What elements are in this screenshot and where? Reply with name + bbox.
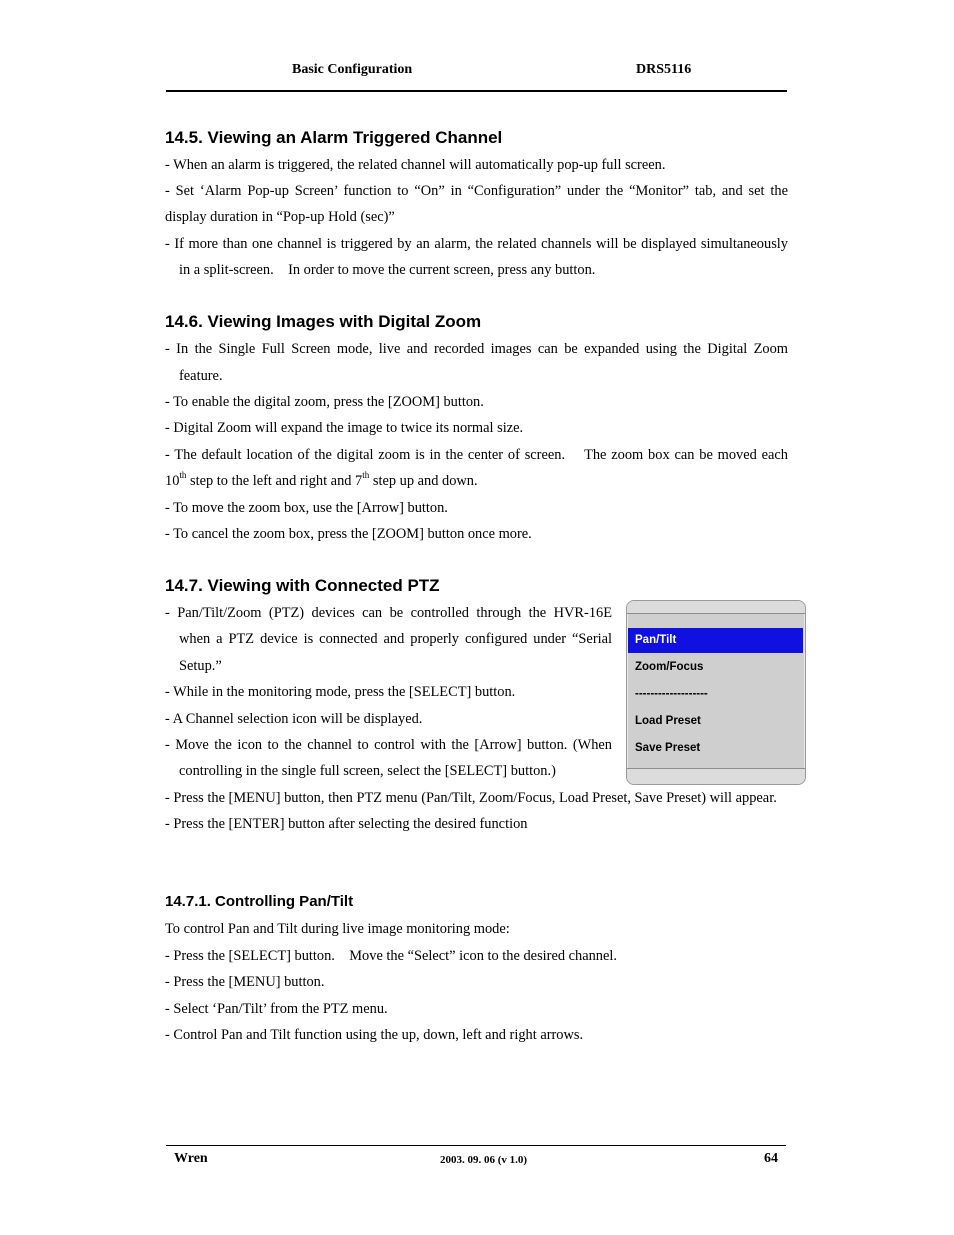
footer-page-number: 64 xyxy=(764,1151,778,1166)
ptz-menu-bottom-bar xyxy=(627,768,805,785)
paragraph-line: - When an alarm is triggered, the related channel will automatically pop-up full screen. xyxy=(165,157,666,173)
paragraph-line: To control Pan and Tilt during live image monitoring mode: xyxy=(165,921,510,937)
paragraph-line: - To cancel the zoom box, press the [ZOOM] button once more. xyxy=(165,526,532,542)
paragraph-line: - Press the [MENU] button. xyxy=(165,974,325,990)
paragraph-line: - Control Pan and Tilt function using the up, down, left and right arrows. xyxy=(165,1027,584,1043)
ptz-menu-separator: ------------------- xyxy=(635,688,708,700)
section-heading-14-7-1: 14.7.1. Controlling Pan/Tilt xyxy=(165,893,354,910)
paragraph-line: - Press the [SELECT] button. Move the “Select” icon to the desired channel. xyxy=(165,948,617,964)
paragraph-line: - Pan/Tilt/Zoom (PTZ) devices can be controlled through the HVR-16E xyxy=(165,605,612,621)
header-section-title: Basic Configuration xyxy=(292,62,413,77)
paragraph-line: when a PTZ device is connected and properly configured under “Serial xyxy=(179,631,612,647)
paragraph-line: - To move the zoom box, use the [Arrow] button. xyxy=(165,500,448,516)
ptz-menu-item-load-preset[interactable]: Load Preset xyxy=(635,715,701,727)
section-heading-14-5: 14.5. Viewing an Alarm Triggered Channel xyxy=(165,128,503,147)
paragraph-line: - Press the [ENTER] button after selecting the desired function xyxy=(165,816,528,832)
paragraph-line: - While in the monitoring mode, press the [SELECT] button. xyxy=(165,684,516,700)
paragraph-line: controlling in the single full screen, select the [SELECT] button.) xyxy=(179,763,556,779)
paragraph-line: - If more than one channel is triggered by an alarm, the related channels will be displayed simultaneously xyxy=(165,236,788,252)
header-model: DRS5116 xyxy=(636,62,692,77)
paragraph-line: - A Channel selection icon will be displayed. xyxy=(165,711,423,727)
paragraph-line: - Digital Zoom will expand the image to twice its normal size. xyxy=(165,420,524,436)
paragraph-line: display duration in “Pop-up Hold (sec)” xyxy=(165,209,395,225)
page-footer xyxy=(166,1145,786,1176)
section-heading-14-7: 14.7. Viewing with Connected PTZ xyxy=(165,576,440,595)
paragraph-line: Setup.” xyxy=(179,658,222,674)
ptz-menu-item-zoom-focus[interactable]: Zoom/Focus xyxy=(635,661,704,673)
paragraph-line: - Press the [MENU] button, then PTZ menu (Pan/Tilt, Zoom/Focus, Load Preset, Save Preset) will appear. xyxy=(165,790,777,806)
paragraph-line: - Select ‘Pan/Tilt’ from the PTZ menu. xyxy=(165,1001,388,1017)
paragraph-line: - The default location of the digital zoom is in the center of screen. The zoom box can be moved each xyxy=(165,447,788,463)
section-heading-14-6: 14.6. Viewing Images with Digital Zoom xyxy=(165,312,482,331)
footer-company: Wren xyxy=(174,1151,208,1166)
ptz-menu-top-bar xyxy=(627,601,805,614)
paragraph-line: feature. xyxy=(179,368,223,384)
footer-date-version: 2003. 09. 06 (v 1.0) xyxy=(440,1154,528,1166)
paragraph-line: - To enable the digital zoom, press the [ZOOM] button. xyxy=(165,394,484,410)
ptz-menu xyxy=(626,600,806,785)
paragraph-line: - In the Single Full Screen mode, live and recorded images can be expanded using the Digital Zoom xyxy=(165,341,788,357)
ptz-menu-item-save-preset[interactable]: Save Preset xyxy=(635,742,701,754)
paragraph-line: - Set ‘Alarm Pop-up Screen’ function to “On” in “Configuration” under the “Monitor” tab, and set the xyxy=(165,183,788,199)
paragraph-line: - Move the icon to the channel to control with the [Arrow] button. (When xyxy=(165,737,612,753)
paragraph-line: 10th step to the left and right and 7th step up and down. xyxy=(165,470,478,489)
page-header xyxy=(166,60,787,92)
ptz-menu-item-pan-tilt[interactable]: Pan/Tilt xyxy=(628,628,803,653)
paragraph-line: in a split-screen. In order to move the current screen, press any button. xyxy=(179,262,596,278)
